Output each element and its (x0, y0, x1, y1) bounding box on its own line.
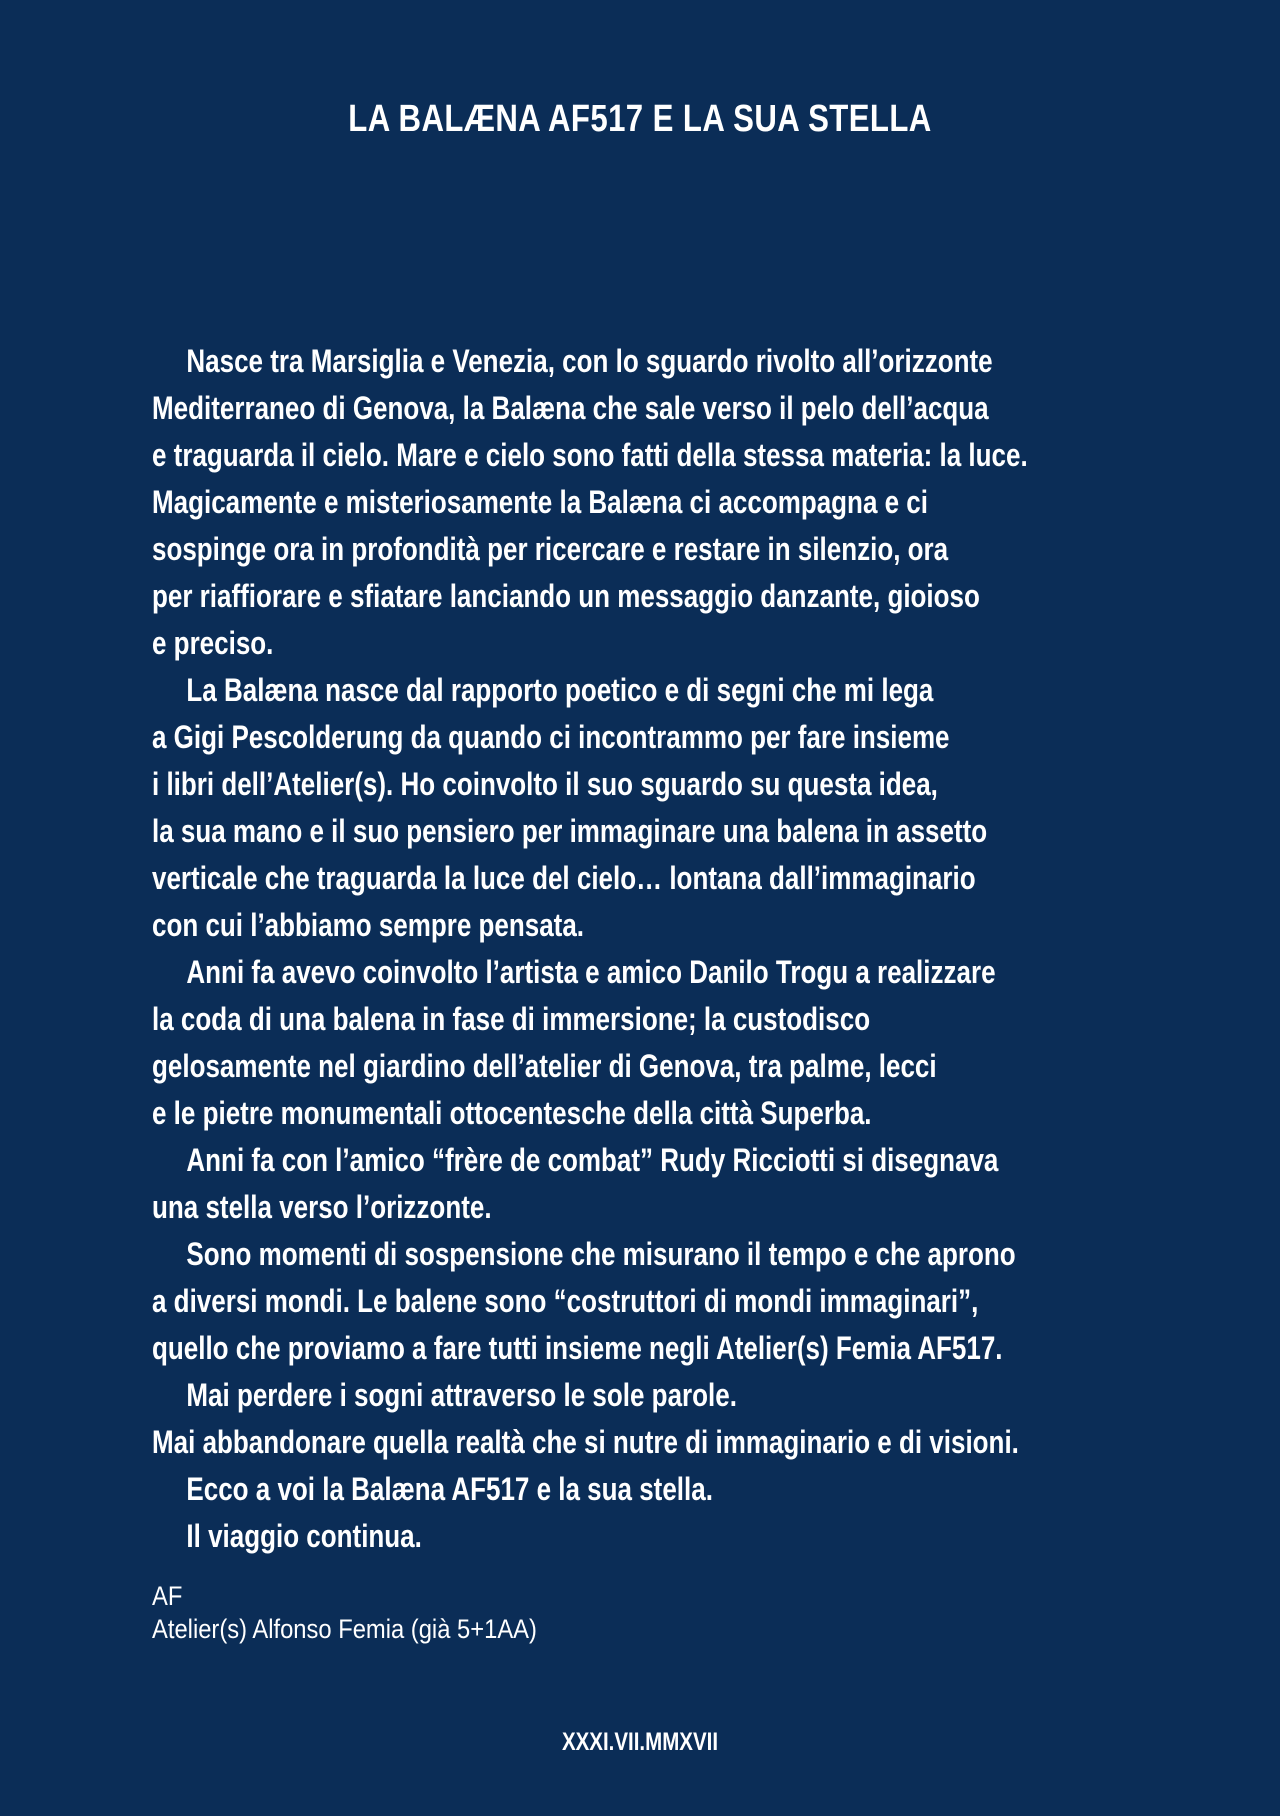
paragraph-line: a Gigi Pescolderung da quando ci incontrammo per fare insieme (152, 719, 950, 755)
paragraph-line: e preciso. (152, 625, 274, 661)
signature-block (152, 1580, 589, 1646)
paragraph-line: Mai abbandonare quella realtà che si nutre di immaginario e di visioni. (152, 1424, 1019, 1460)
paragraph-line: quello che proviamo a fare tutti insieme negli Atelier(s) Femia AF517. (152, 1330, 1003, 1366)
page-title: LA BALÆNA AF517 E LA SUA STELLA (348, 98, 932, 140)
paragraph-line: Nasce tra Marsiglia e Venezia, con lo sguardo rivolto all’orizzonte (186, 343, 993, 379)
paragraph-line: Il viaggio continua. (186, 1518, 422, 1554)
paragraph-line: una stella verso l’orizzonte. (152, 1189, 492, 1225)
paragraph-line: Mai perdere i sogni attraverso le sole parole. (186, 1377, 737, 1413)
paragraph-line: sospinge ora in profondità per ricercare e restare in silenzio, ora (152, 531, 949, 567)
signature-initials: AF (152, 1581, 183, 1611)
paragraph-line: la coda di una balena in fase di immersione; la custodisco (152, 1001, 871, 1037)
paragraph-line: Magicamente e misteriosamente la Balæna ci accompagna e ci (152, 484, 928, 520)
paragraph-line: e traguarda il cielo. Mare e cielo sono fatti della stessa materia: la luce. (152, 437, 1028, 473)
signature-studio: Atelier(s) Alfonso Femia (già 5+1AA) (152, 1614, 537, 1644)
document-date: XXXI.VII.MMXVII (561, 1728, 719, 1756)
paragraph-line: verticale che traguarda la luce del cielo… lontana dall’immaginario (152, 860, 976, 896)
paragraph-line: La Balæna nasce dal rapporto poetico e di segni che mi lega (186, 672, 934, 708)
paragraph-line: Sono momenti di sospensione che misurano il tempo e che aprono (186, 1236, 1016, 1272)
paragraph-line: per riaffiorare e sfiatare lanciando un messaggio danzante, gioioso (152, 578, 980, 614)
paragraph-line: la sua mano e il suo pensiero per immaginare una balena in assetto (152, 813, 988, 849)
paragraph-line: a diversi mondi. Le balene sono “costruttori di mondi immaginari”, (152, 1283, 979, 1319)
paragraph-line: e le pietre monumentali ottocentesche della città Superba. (152, 1095, 872, 1131)
paragraph-line: Anni fa con l’amico “frère de combat” Rudy Ricciotti si disegnava (186, 1142, 999, 1178)
paragraph-line: Anni fa avevo coinvolto l’artista e amico Danilo Trogu a realizzare (186, 954, 996, 990)
body-text (152, 338, 1152, 1560)
paragraph-line: Ecco a voi la Balæna AF517 e la sua stella. (186, 1471, 713, 1507)
paragraph-line: i libri dell’Atelier(s). Ho coinvolto il suo sguardo su questa idea, (152, 766, 938, 802)
paragraph-line: gelosamente nel giardino dell’atelier di Genova, tra palme, lecci (152, 1048, 937, 1084)
paragraph-line: Mediterraneo di Genova, la Balæna che sale verso il pelo dell’acqua (152, 390, 989, 426)
paragraph-line: con cui l’abbiamo sempre pensata. (152, 907, 585, 943)
